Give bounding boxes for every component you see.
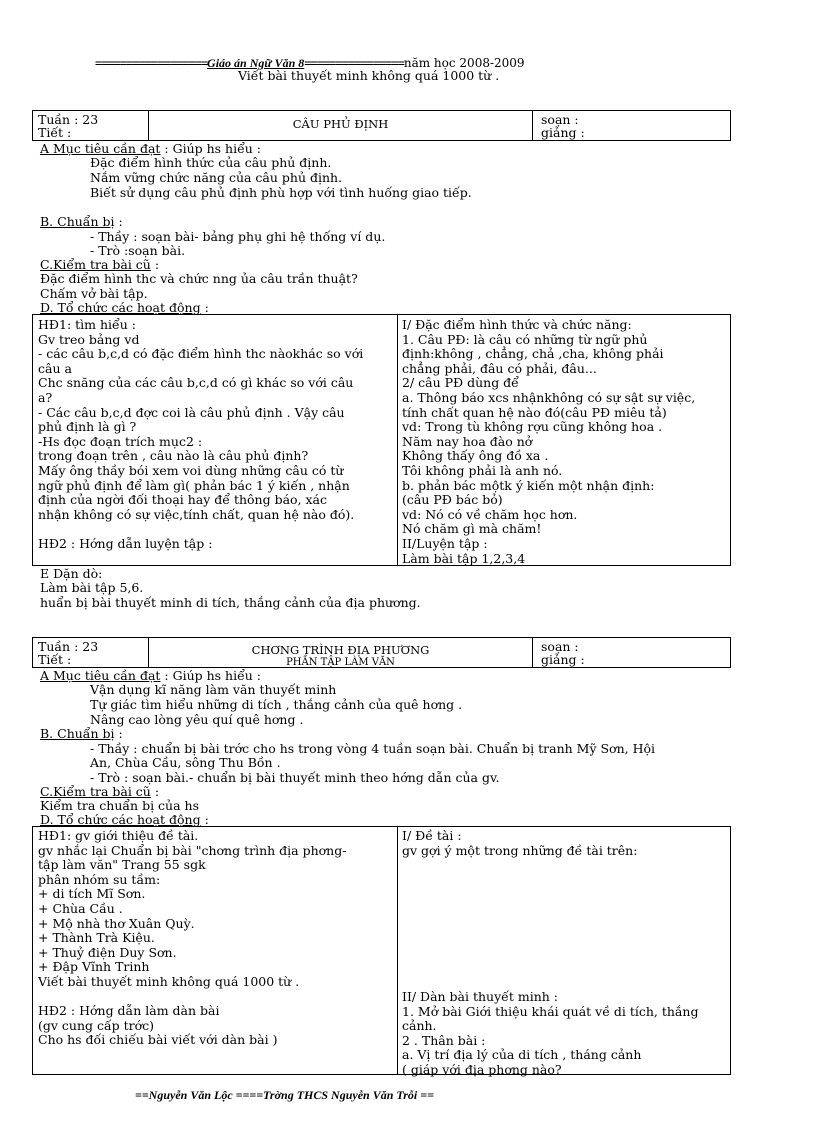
l1-left-line: định của ngời đối thoại hay để thông báo, xác — [38, 492, 328, 508]
lesson2-objective: Nâng cao lòng yêu quí quê hơng . — [90, 712, 304, 727]
lesson1-title: CÂU PHỦ ĐỊNH — [292, 117, 389, 131]
lesson1-soan: soạn : — [541, 112, 579, 127]
l2-right-bottom-line: II/ Dàn bài thuyết minh : — [402, 989, 558, 1004]
l1-right-line: Tôi không phải là anh nó. — [402, 463, 563, 478]
carry-over-line: Viết bài thuyết minh không quá 1000 từ . — [238, 68, 500, 83]
l2-right-top-line: gv gợi ý một trong những đề tài trên: — [402, 842, 638, 858]
lesson2-check-heading: C.Kiểm tra bài cũ : — [40, 784, 160, 799]
lesson2-prep-item: An, Chùa Cầu, sông Thu Bồn . — [90, 755, 281, 770]
l1-right-line: vd: Trong tù không rợu cũng không hoa . — [402, 419, 663, 435]
l1-left-line: -Hs đọc đoạn trích mục2 : — [38, 433, 203, 449]
l2-left-line: + Thuỷ điện Duy Sơn. — [38, 944, 177, 960]
l1-right-line: 2/ câu PĐ dùng để — [402, 375, 519, 391]
lesson1-check-item: Đặc điểm hình thc và chức nng ủa câu trần thuật? — [40, 271, 358, 286]
l1-left-line: nhận không có sự việc,tính chất, quan hệ nào đó). — [38, 506, 355, 522]
l2-right-bottom-line: ( giáp với địa phơng nào? — [402, 1062, 562, 1077]
l1-left-line: - Các câu b,c,d đợc coi là câu phủ định . Vậy câu — [38, 404, 345, 420]
l1-left-line: HĐ1: tìm hiểu : — [38, 317, 136, 332]
l1-left-line: Gv treo bảng vd — [38, 331, 140, 347]
l2-left-line: Viết bài thuyết minh không quá 1000 từ . — [38, 974, 300, 989]
lesson1-homework-item: huẩn bị bài thuyết minh di tích, thắng cảnh của địa phương. — [40, 595, 421, 610]
lesson2-prep-heading: B. Chuẩn bị : — [40, 726, 123, 741]
l1-left-line: Chc snăng của các câu b,c,d có gì khác so với câu — [38, 375, 354, 391]
lesson1-objective: Nắm vững chức năng của câu phủ định. — [90, 170, 343, 185]
l2-right-top-line: I/ Đề tài : — [402, 828, 462, 843]
lesson2-period: Tiết : — [38, 652, 72, 667]
l1-right-line: a. Thông báo xcs nhậnkhông có sự sật sự việc, — [402, 390, 696, 405]
l1-right-line: Làm bài tập 1,2,3,4 — [402, 550, 526, 566]
l2-right-bottom-line: 1. Mở bài Giới thiệu khái quát về di tích, thắng — [402, 1003, 699, 1019]
page-header: ==================Giáo án Ngữ Văn 8================năm học 2008-2009 — [95, 56, 525, 70]
l1-right-line: b. phản bác mộtk ý kiến một nhận định: — [402, 477, 655, 493]
lesson2-objective: Vận dụng kĩ năng làm văn thuyết minh — [90, 682, 337, 697]
l1-left-line: HĐ2 : Hớng dẫn luyện tập : — [38, 536, 213, 551]
l2-left-line: + di tích Mĩ Sơn. — [38, 886, 146, 902]
l1-left-line: a? — [38, 390, 53, 405]
lesson2-giang: giảng : — [541, 652, 585, 667]
lesson2-prep-item: - Trò : soạn bài.- chuẩn bị bài thuyết minh theo hớng dẫn của gv. — [90, 770, 500, 785]
l1-right-line: II/Luyện tập : — [402, 536, 488, 551]
lesson2-objectives-heading: A Mục tiêu cần đạt : Giúp hs hiểu : — [40, 668, 262, 683]
l1-right-line: Nó chăm gì mà chăm! — [402, 521, 542, 537]
lesson2-activities-heading: D. Tổ chức các hoạt động : — [40, 812, 209, 827]
lesson1-period: Tiết : — [38, 125, 72, 140]
lesson2-title: CHƠNG TRÌNH ĐỊA PHƯƠNG — [251, 643, 430, 657]
l2-left-line: HĐ1: gv giới thiệu đề tài. — [38, 828, 199, 843]
l2-left-line: Cho hs đối chiếu bài viết với dàn bài ) — [38, 1032, 278, 1048]
l2-left-line: + Mộ nhà thơ Xuân Quỳ. — [38, 915, 195, 931]
header-brand: Giáo án Ngữ Văn 8 — [207, 56, 305, 70]
header-year: năm học 2008-2009 — [403, 56, 525, 70]
l1-right-line: (câu PĐ bác bỏ) — [402, 492, 503, 508]
lesson1-objective: Biết sử dụng câu phủ định phù hợp với tình huống giao tiếp. — [90, 185, 472, 200]
l1-left-line: ngữ phủ định để làm gì( phản bác 1 ý kiến , nhận — [38, 477, 350, 493]
l1-right-line: 1. Câu PĐ: là câu có những từ ngữ phủ — [402, 331, 648, 347]
l2-right-bottom-line: 2 . Thân bài : — [402, 1032, 486, 1048]
l1-left-line: Mấy ông thầy bói xem voi dùng những câu có từ — [38, 463, 344, 478]
page-footer: ==Nguyễn Văn Lộc ====Trờng THCS Nguyễn Văn Trỗi == — [135, 1088, 434, 1102]
lesson2-check-item: Kiểm tra chuẩn bị của hs — [40, 798, 199, 813]
l1-right-line: vd: Nó có về chăm học hơn. — [402, 506, 578, 522]
l1-right-line: chẳng phải, đâu có phải, đâu... — [402, 360, 597, 376]
lesson1-giang: giảng : — [541, 125, 585, 140]
lesson1-prep-heading: B. Chuẩn bị : — [40, 214, 123, 229]
l1-right-line: Không thấy ông đồ xa . — [402, 448, 549, 464]
lesson2-week: Tuần : 23 — [38, 639, 99, 654]
l2-left-line: gv nhắc lại Chuẩn bị bài "chơng trình địa phơng- — [38, 842, 347, 858]
lesson1-activities-heading: D. Tổ chức các hoạt động : — [40, 300, 209, 315]
lesson1-objectives-heading: A Mục tiêu cần đạt : Giúp hs hiểu : — [40, 141, 262, 156]
lesson1-check-item: Chấm vở bài tập. — [40, 286, 148, 301]
lesson2-subtitle: PHẦN TẬP LÀM VĂN — [286, 657, 395, 668]
lesson2-objective: Tự giác tìm hiểu những di tích , thắng cảnh của quê hơng . — [90, 697, 463, 712]
lesson1-week: Tuần : 23 — [38, 112, 99, 127]
l2-left-line: + Thành Trà Kiệu. — [38, 930, 155, 946]
lesson1-objective: Đặc điểm hình thức của câu phủ định. — [90, 155, 332, 170]
l2-left-line: (gv cung cấp trớc) — [38, 1017, 155, 1033]
l1-right-line: Năm nay hoa đào nở — [402, 433, 533, 449]
l1-left-line: trong đoạn trên , câu nào là câu phủ định? — [38, 448, 309, 464]
lesson1-prep-item: - Trò :soạn bài. — [90, 243, 186, 258]
lesson2-prep-item: - Thầy : chuẩn bị bài trớc cho hs trong vòng 4 tuần soạn bài. Chuẩn bị tranh Mỹ Sơn, Hội — [90, 741, 655, 756]
lesson1-prep-item: - Thầy : soạn bài- bảng phụ ghi hệ thống ví dụ. — [90, 229, 386, 244]
l2-left-line: HĐ2 : Hớng dẫn làm dàn bài — [38, 1003, 220, 1019]
lesson1-homework-heading: E Dặn dò: — [40, 566, 103, 581]
l1-left-line: phủ định là gì ? — [38, 419, 137, 435]
lesson1-homework-item: Làm bài tập 5,6. — [40, 580, 144, 595]
lesson1-check-heading: C.Kiểm tra bài cũ : — [40, 257, 160, 272]
l2-left-line: + Chùa Cầu . — [38, 901, 123, 916]
lesson2-soan: soạn : — [541, 639, 579, 654]
l1-left-line: câu a — [38, 360, 72, 376]
l1-right-line: định:không , chẳng, chả ,cha, không phải — [402, 346, 664, 362]
l1-left-line: - các câu b,c,d có đặc điểm hình thc nàokhác so với — [38, 346, 364, 362]
l2-right-bottom-line: cảnh. — [402, 1018, 437, 1034]
l1-right-line: I/ Đặc điểm hình thức và chức năng: — [402, 317, 632, 332]
l2-left-line: + Đập Vĩnh Trinh — [38, 959, 150, 975]
l2-left-line: tập làm văn" Trang 55 sgk — [38, 857, 206, 873]
l2-right-bottom-line: a. Vị trí địa lý của di tích , tháng cảnh — [402, 1047, 642, 1063]
l2-left-line: phân nhóm su tầm: — [38, 871, 161, 887]
l1-right-line: tính chất quan hệ nào đó(câu PĐ miêu tả) — [402, 404, 667, 420]
